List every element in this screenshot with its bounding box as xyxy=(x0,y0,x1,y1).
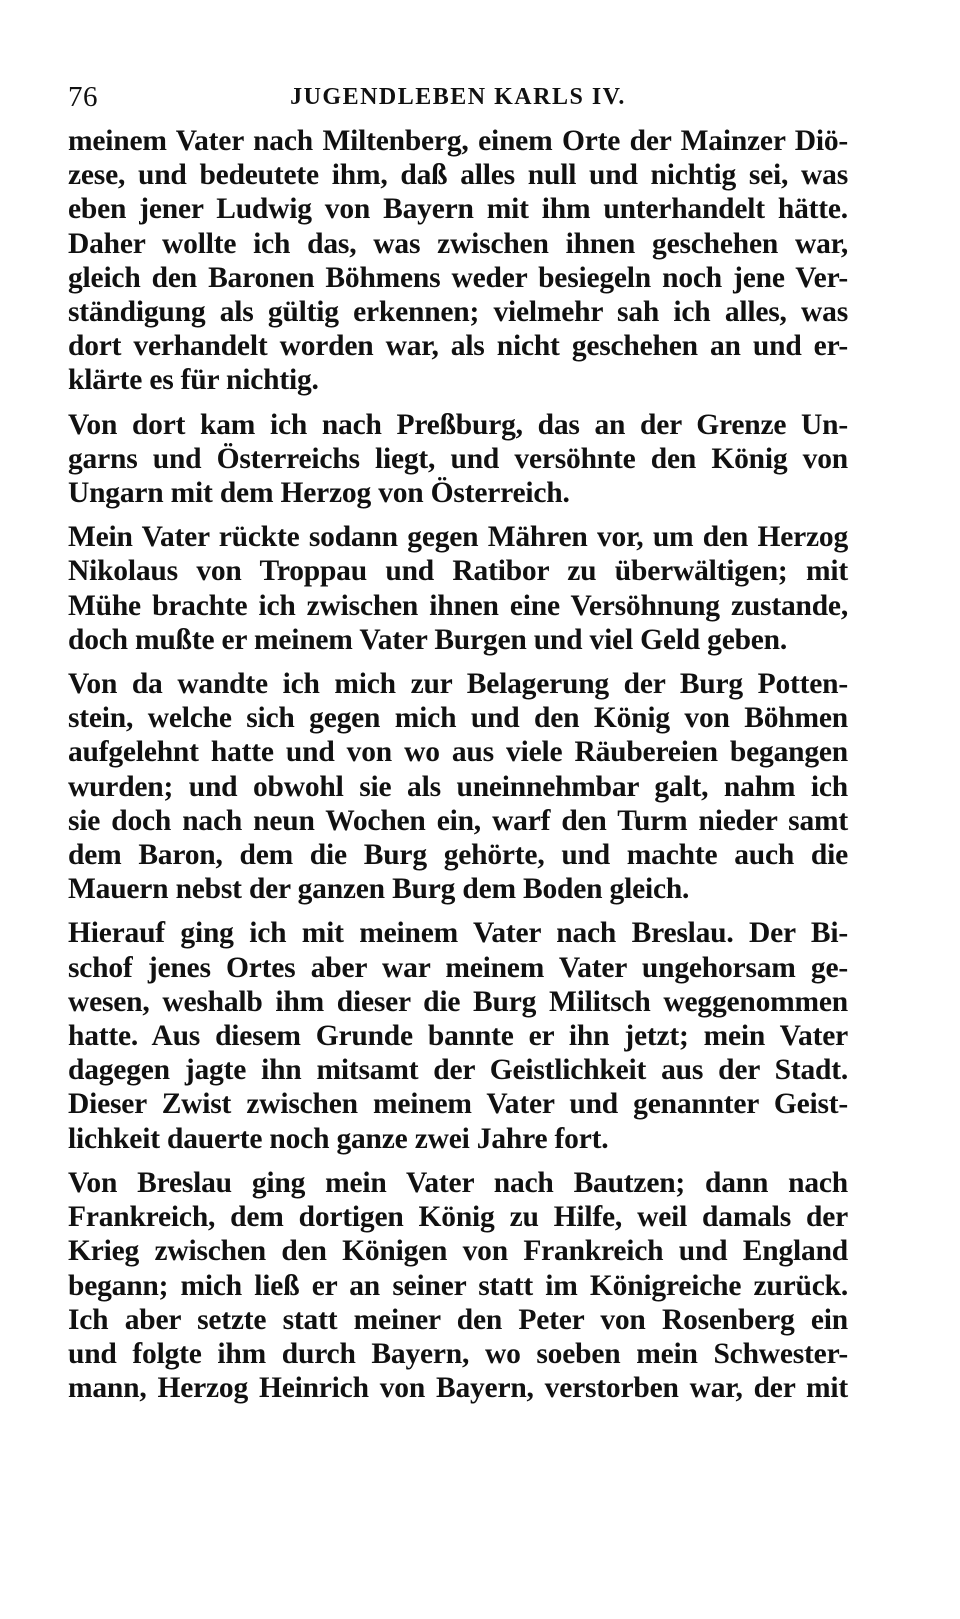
paragraph xyxy=(68,520,848,657)
text-line: lichkeit dauerte noch ganze zwei Jahre fort. xyxy=(68,1122,609,1155)
text-line: Von da wandte ich mich zur Belagerung der Burg Potten- xyxy=(68,668,848,701)
text-line: Frankreich, dem dortigen König zu Hilfe, weil damals der xyxy=(68,1201,848,1234)
paragraph xyxy=(68,124,848,398)
text-line: schof jenes Ortes aber war meinem Vater ungehorsam ge- xyxy=(68,951,848,984)
paragraph xyxy=(68,408,848,511)
text-line: ständigung als gültig erkennen; vielmehr sah ich alles, was xyxy=(68,296,848,329)
text-line: doch mußte er meinem Vater Burgen und viel Geld geben. xyxy=(68,623,788,656)
text-line: gleich den Baronen Böhmens weder besiegeln noch jene Ver- xyxy=(68,261,848,294)
page-header xyxy=(68,72,848,122)
page-number: 76 xyxy=(68,81,98,113)
text-line: begann; mich ließ er an seiner statt im Königreiche zurück. xyxy=(68,1269,848,1302)
text-line: dort verhandelt worden war, als nicht geschehen an und er- xyxy=(68,330,848,363)
text-line: meinem Vater nach Miltenberg, einem Orte der Mainzer Diö- xyxy=(68,125,848,157)
text-line: hatte. Aus diesem Grunde bannte er ihn jetzt; mein Vater xyxy=(68,1020,848,1053)
text-line: Mauern nebst der ganzen Burg dem Boden gleich. xyxy=(68,873,690,906)
paragraph xyxy=(68,1166,848,1405)
text-line: Von Breslau ging mein Vater nach Bautzen; dann nach xyxy=(68,1166,848,1199)
text-line: sie doch nach neun Wochen ein, warf den Turm nieder samt xyxy=(68,804,848,837)
text-line: Daher wollte ich das, was zwischen ihnen geschehen war, xyxy=(68,227,848,260)
text-line: dem Baron, dem die Burg gehörte, und machte auch die xyxy=(68,839,848,872)
text-line: garns und Österreichs liegt, und versöhnte den König von xyxy=(68,442,848,475)
text-line: Ungarn mit dem Herzog von Österreich. xyxy=(68,477,570,510)
text-line: wesen, weshalb ihm dieser die Burg Militsch weggenommen xyxy=(68,985,848,1018)
text-line: Dieser Zwist zwischen meinem Vater und genannter Geist- xyxy=(68,1088,848,1121)
text-line: Von dort kam ich nach Preßburg, das an der Grenze Un- xyxy=(68,408,848,441)
text-line: mann, Herzog Heinrich von Bayern, verstorben war, der mit xyxy=(68,1372,848,1405)
text-line: und folgte ihm durch Bayern, wo soeben mein Schwester- xyxy=(68,1337,848,1370)
paragraph xyxy=(68,667,848,906)
running-head: JUGENDLEBEN KARLS IV. xyxy=(290,84,626,110)
text-line: Hierauf ging ich mit meinem Vater nach Breslau. Der Bi- xyxy=(68,917,848,950)
text-line: zese, und bedeutete ihm, daß alles null und nichtig sei, was xyxy=(68,159,848,192)
text-line: wurden; und obwohl sie als uneinnehmbar galt, nahm ich xyxy=(68,770,848,803)
text-line: Nikolaus von Troppau und Ratibor zu überwältigen; mit xyxy=(68,555,848,588)
text-line: Mein Vater rückte sodann gegen Mähren vor, um den Herzog xyxy=(68,521,848,554)
text-line: Ich aber setzte statt meiner den Peter von Rosenberg ein xyxy=(68,1303,848,1336)
text-line: dagegen jagte ihn mitsamt der Geistlichkeit aus der Stadt. xyxy=(68,1054,848,1087)
text-line: Krieg zwischen den Königen von Frankreich und England xyxy=(68,1235,848,1268)
text-line: eben jener Ludwig von Bayern mit ihm unterhandelt hätte. xyxy=(68,193,848,226)
text-line: Mühe brachte ich zwischen ihnen eine Versöhnung zustande, xyxy=(68,589,848,622)
text-line: klärte es für nichtig. xyxy=(68,364,319,397)
paragraph xyxy=(68,916,848,1155)
body-text xyxy=(68,124,848,1415)
text-line: stein, welche sich gegen mich und den König von Böhmen xyxy=(68,702,848,735)
text-line: aufgelehnt hatte und von wo aus viele Räubereien begangen xyxy=(68,736,848,769)
